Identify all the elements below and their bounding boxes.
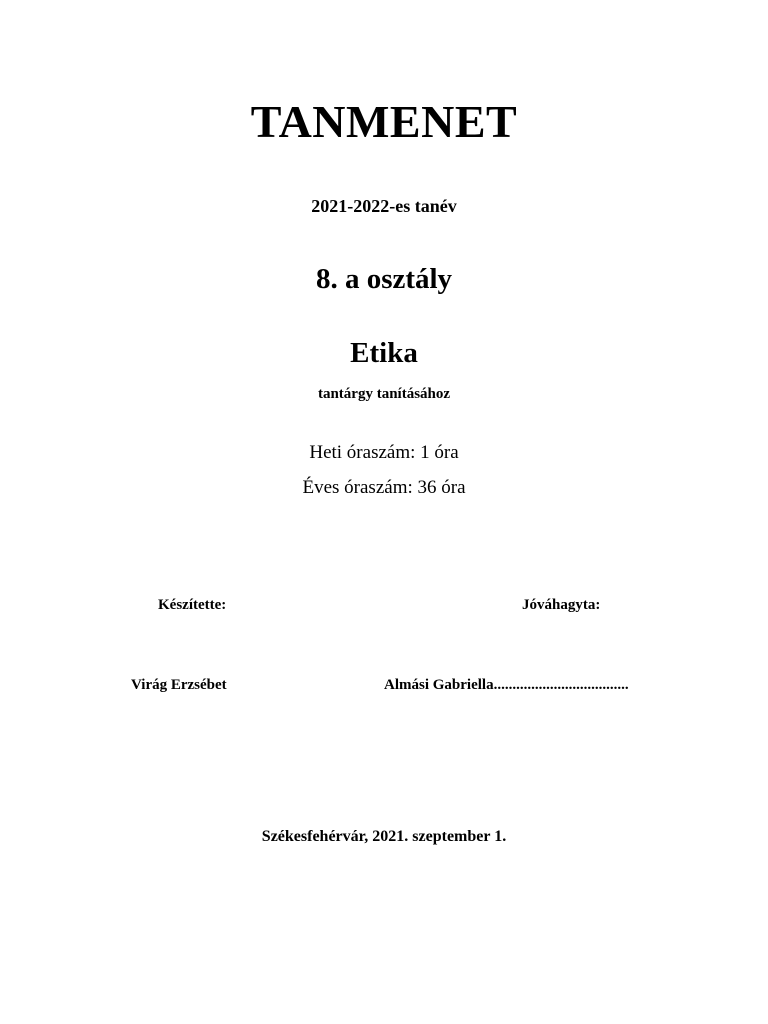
- approved-by-label: Jóváhagyta:: [522, 597, 601, 613]
- prepared-by-label: Készítette:: [158, 597, 227, 613]
- subject-name: Etika: [350, 337, 418, 369]
- author-name: Virág Erzsébet: [131, 677, 227, 693]
- weekly-hours: Heti óraszám: 1 óra: [309, 442, 459, 463]
- document-title: TANMENET: [250, 96, 518, 147]
- class-name: 8. a osztály: [315, 263, 453, 295]
- place-and-date: Székesfehérvár, 2021. szeptember 1.: [261, 828, 507, 845]
- school-year: 2021-2022-es tanév: [311, 196, 457, 216]
- approver-signature-line: Almási Gabriella....................................: [384, 677, 629, 693]
- subject-note: tantárgy tanításához: [317, 386, 451, 402]
- yearly-hours: Éves óraszám: 36 óra: [302, 477, 466, 498]
